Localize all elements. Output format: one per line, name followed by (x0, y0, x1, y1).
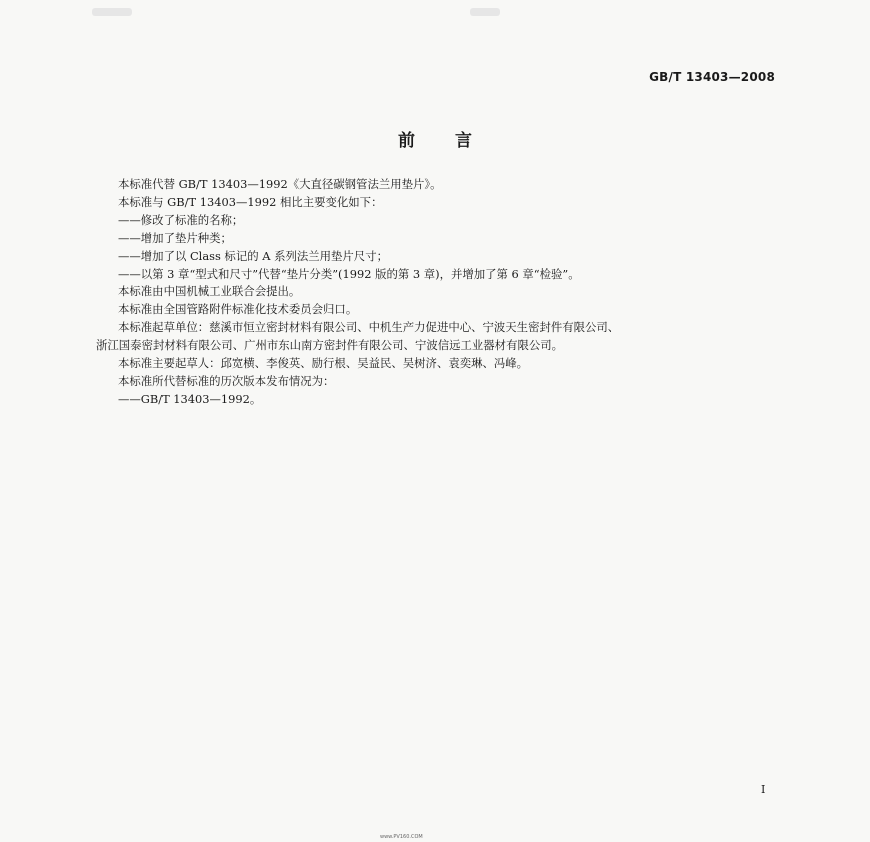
list-item: ——增加了以 Class 标记的 A 系列法兰用垫片尺寸； (118, 248, 388, 263)
page-title: 前言 (398, 131, 512, 151)
list-item: ——GB/T 13403—1992。 (118, 391, 262, 406)
paragraph: 本标准主要起草人：邱宽横、李俊英、励行根、吴益民、吴树济、袁奕琳、冯峰。 (118, 356, 529, 371)
paragraph: 本标准由全国管路附件标准化技术委员会归口。 (118, 302, 358, 317)
document-body (96, 176, 786, 409)
page-number: I (761, 783, 766, 796)
list-item: ——增加了垫片种类； (118, 230, 232, 245)
paragraph: 本标准起草单位：慈溪市恒立密封材料有限公司、中机生产力促进中心、宁波天生密封件有限公司、 (118, 320, 620, 335)
paragraph: 本标准由中国机械工业联合会提出。 (118, 284, 301, 299)
paragraph: 本标准代替 GB/T 13403—1992《大直径碳钢管法兰用垫片》。 (118, 177, 442, 191)
footer-url: www.PV160.COM (380, 834, 423, 840)
paragraph-continuation: 浙江国泰密封材料有限公司、广州市东山南方密封件有限公司、宁波信远工业器材有限公司。 (96, 338, 564, 353)
scan-artifact (470, 8, 500, 16)
list-item: ——以第 3 章“型式和尺寸”代替“垫片分类”(1992 版的第 3 章)，并增加了第 6 章“检验”。 (118, 266, 580, 281)
list-item: ——修改了标准的名称； (118, 212, 244, 227)
scan-artifact (92, 8, 132, 16)
paragraph: 本标准与 GB/T 13403—1992 相比主要变化如下： (118, 194, 383, 209)
paragraph: 本标准所代替标准的历次版本发布情况为： (118, 373, 335, 388)
standard-code: GB/T 13403—2008 (649, 70, 775, 84)
